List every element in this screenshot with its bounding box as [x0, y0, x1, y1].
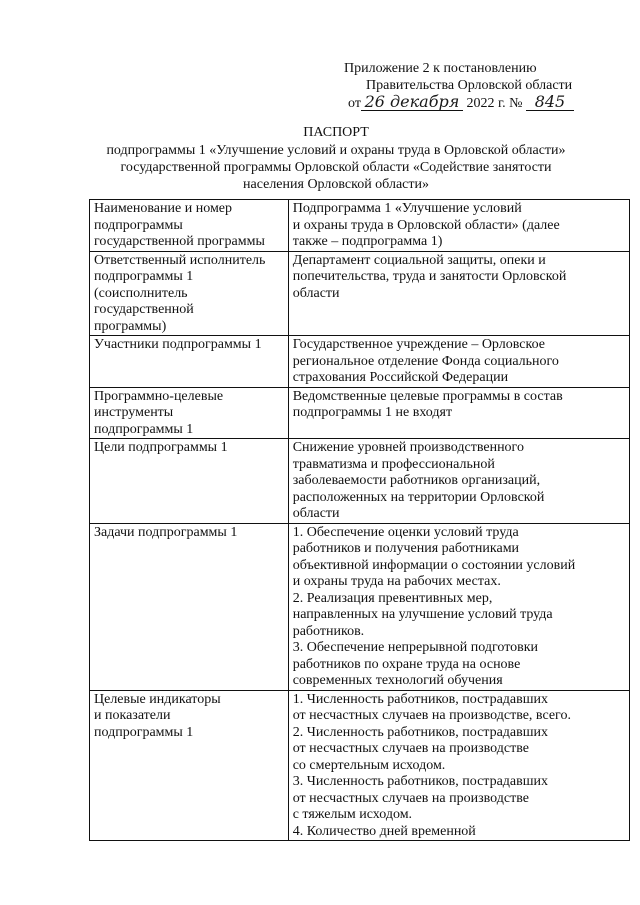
row-value-line: подпрограммы 1 не входят	[292, 405, 453, 420]
date-prefix: от	[348, 96, 361, 111]
row-value-line: Подпрограмма 1 «Улучшение условий	[292, 201, 522, 216]
row-value-line: 3. Обеспечение непрерывной подготовки	[292, 640, 539, 655]
row-value-line: работников и получения работниками	[292, 541, 520, 556]
passport-table	[89, 199, 630, 841]
row-label-cell	[90, 251, 289, 336]
table-row	[90, 690, 630, 841]
table-row	[90, 387, 630, 439]
table-row	[90, 336, 630, 388]
row-value-line: Ведомственные целевые программы в состав	[292, 388, 563, 404]
row-value-line: попечительства, труда и занятости Орловской	[292, 269, 567, 284]
row-value-line: и охраны труда в Орловской области» (далее	[292, 217, 560, 233]
row-value-line: травматизма и профессиональной	[292, 456, 495, 472]
appendix-line-2: Правительства Орловской области	[366, 78, 573, 93]
row-value-line: Снижение уровней производственного	[292, 440, 524, 455]
row-value-cell	[288, 387, 629, 439]
row-value-line: объективной информации о состоянии условий	[292, 557, 576, 573]
table-row	[90, 439, 630, 524]
row-value-line: Департамент социальной защиты, опеки и	[292, 252, 546, 268]
row-value-line: со смертельным исходом.	[292, 757, 446, 773]
table-row	[90, 523, 630, 690]
row-label-cell	[90, 690, 289, 841]
handwritten-number: 845	[526, 94, 574, 111]
row-value-cell	[288, 523, 629, 690]
table-row	[90, 251, 630, 336]
row-label-cell	[90, 336, 289, 388]
row-label-cell	[90, 523, 289, 690]
row-value-line: от несчастных случаев на производстве, всего.	[292, 708, 571, 723]
row-value-line: с тяжелым исходом.	[292, 807, 413, 822]
table-row	[90, 200, 630, 252]
appendix-date-line	[348, 94, 614, 112]
row-value-line: 1. Обеспечение оценки условий труда	[292, 524, 519, 540]
row-value-line: Государственное учреждение – Орловское	[292, 337, 545, 352]
handwritten-date: 26 декабря	[361, 94, 463, 111]
row-value-line: заболеваемости работников организаций,	[292, 473, 541, 488]
row-value-line: региональное отделение Фонда социального	[292, 353, 559, 369]
row-label-line: программы)	[94, 318, 167, 334]
row-label-line: подпрограммы 1	[94, 269, 194, 284]
row-value-line: работников по охране труда на основе	[292, 656, 521, 672]
row-label-line: Ответственный исполнитель	[94, 252, 266, 268]
row-value-line: работников.	[292, 623, 365, 639]
document-title	[60, 124, 612, 193]
row-value-line: также – подпрограмма 1)	[292, 234, 443, 249]
passport-heading: ПАСПОРТ	[303, 125, 369, 140]
row-value-line: от несчастных случаев на производстве	[292, 741, 529, 756]
row-label-line: Наименование и номер	[94, 201, 233, 216]
title-line-2: государственной программы Орловской области «Содействие занятости	[120, 160, 552, 175]
row-value-line: страхования Российской Федерации	[292, 370, 509, 385]
row-value-line: 1. Численность работников, пострадавших	[292, 691, 549, 707]
row-label-line: и показатели	[94, 708, 171, 723]
title-line-3: населения Орловской области»	[243, 177, 429, 192]
row-value-cell	[288, 251, 629, 336]
row-value-line: 2. Реализация превентивных мер,	[292, 590, 493, 606]
row-label-line: подпрограммы 1	[94, 421, 194, 437]
appendix-note	[344, 60, 614, 112]
row-label-cell	[90, 387, 289, 439]
row-label-cell	[90, 200, 289, 252]
row-value-line: 4. Количество дней временной	[292, 823, 476, 839]
row-value-line: области	[292, 506, 340, 521]
row-label-line: подпрограммы 1	[94, 724, 194, 740]
row-value-cell	[288, 690, 629, 841]
row-value-cell	[288, 336, 629, 388]
row-label-line: Цели подпрограммы 1	[94, 440, 228, 455]
row-label-line: государственной	[94, 302, 194, 317]
row-value-line: 2. Численность работников, пострадавших	[292, 724, 549, 740]
year-text: 2022 г. №	[466, 96, 523, 111]
row-value-line: области	[292, 285, 340, 301]
row-label-line: Задачи подпрограммы 1	[94, 524, 238, 540]
row-value-line: расположенных на территории Орловской	[292, 489, 545, 505]
row-value-line: современных технологий обучения	[292, 673, 503, 688]
row-label-line: подпрограммы	[94, 217, 183, 233]
row-label-line: Участники подпрограммы 1	[94, 337, 262, 352]
row-label-line: инструменты	[94, 405, 174, 420]
row-label-line: Программно-целевые	[94, 388, 224, 404]
row-value-line: и охраны труда на рабочих местах.	[292, 574, 501, 589]
title-line-1: подпрограммы 1 «Улучшение условий и охраны труда в Орловской области»	[106, 143, 566, 158]
row-value-line: 3. Численность работников, пострадавших	[292, 774, 549, 789]
row-label-line: (соисполнитель	[94, 285, 188, 301]
row-label-line: Целевые индикаторы	[94, 691, 221, 707]
row-value-cell	[288, 200, 629, 252]
row-value-line: направленных на улучшение условий труда	[292, 607, 553, 622]
row-label-cell	[90, 439, 289, 524]
appendix-line-1: Приложение 2 к постановлению	[344, 61, 537, 76]
row-label-line: государственной программы	[94, 234, 265, 249]
row-value-line: от несчастных случаев на производстве	[292, 790, 529, 806]
row-value-cell	[288, 439, 629, 524]
